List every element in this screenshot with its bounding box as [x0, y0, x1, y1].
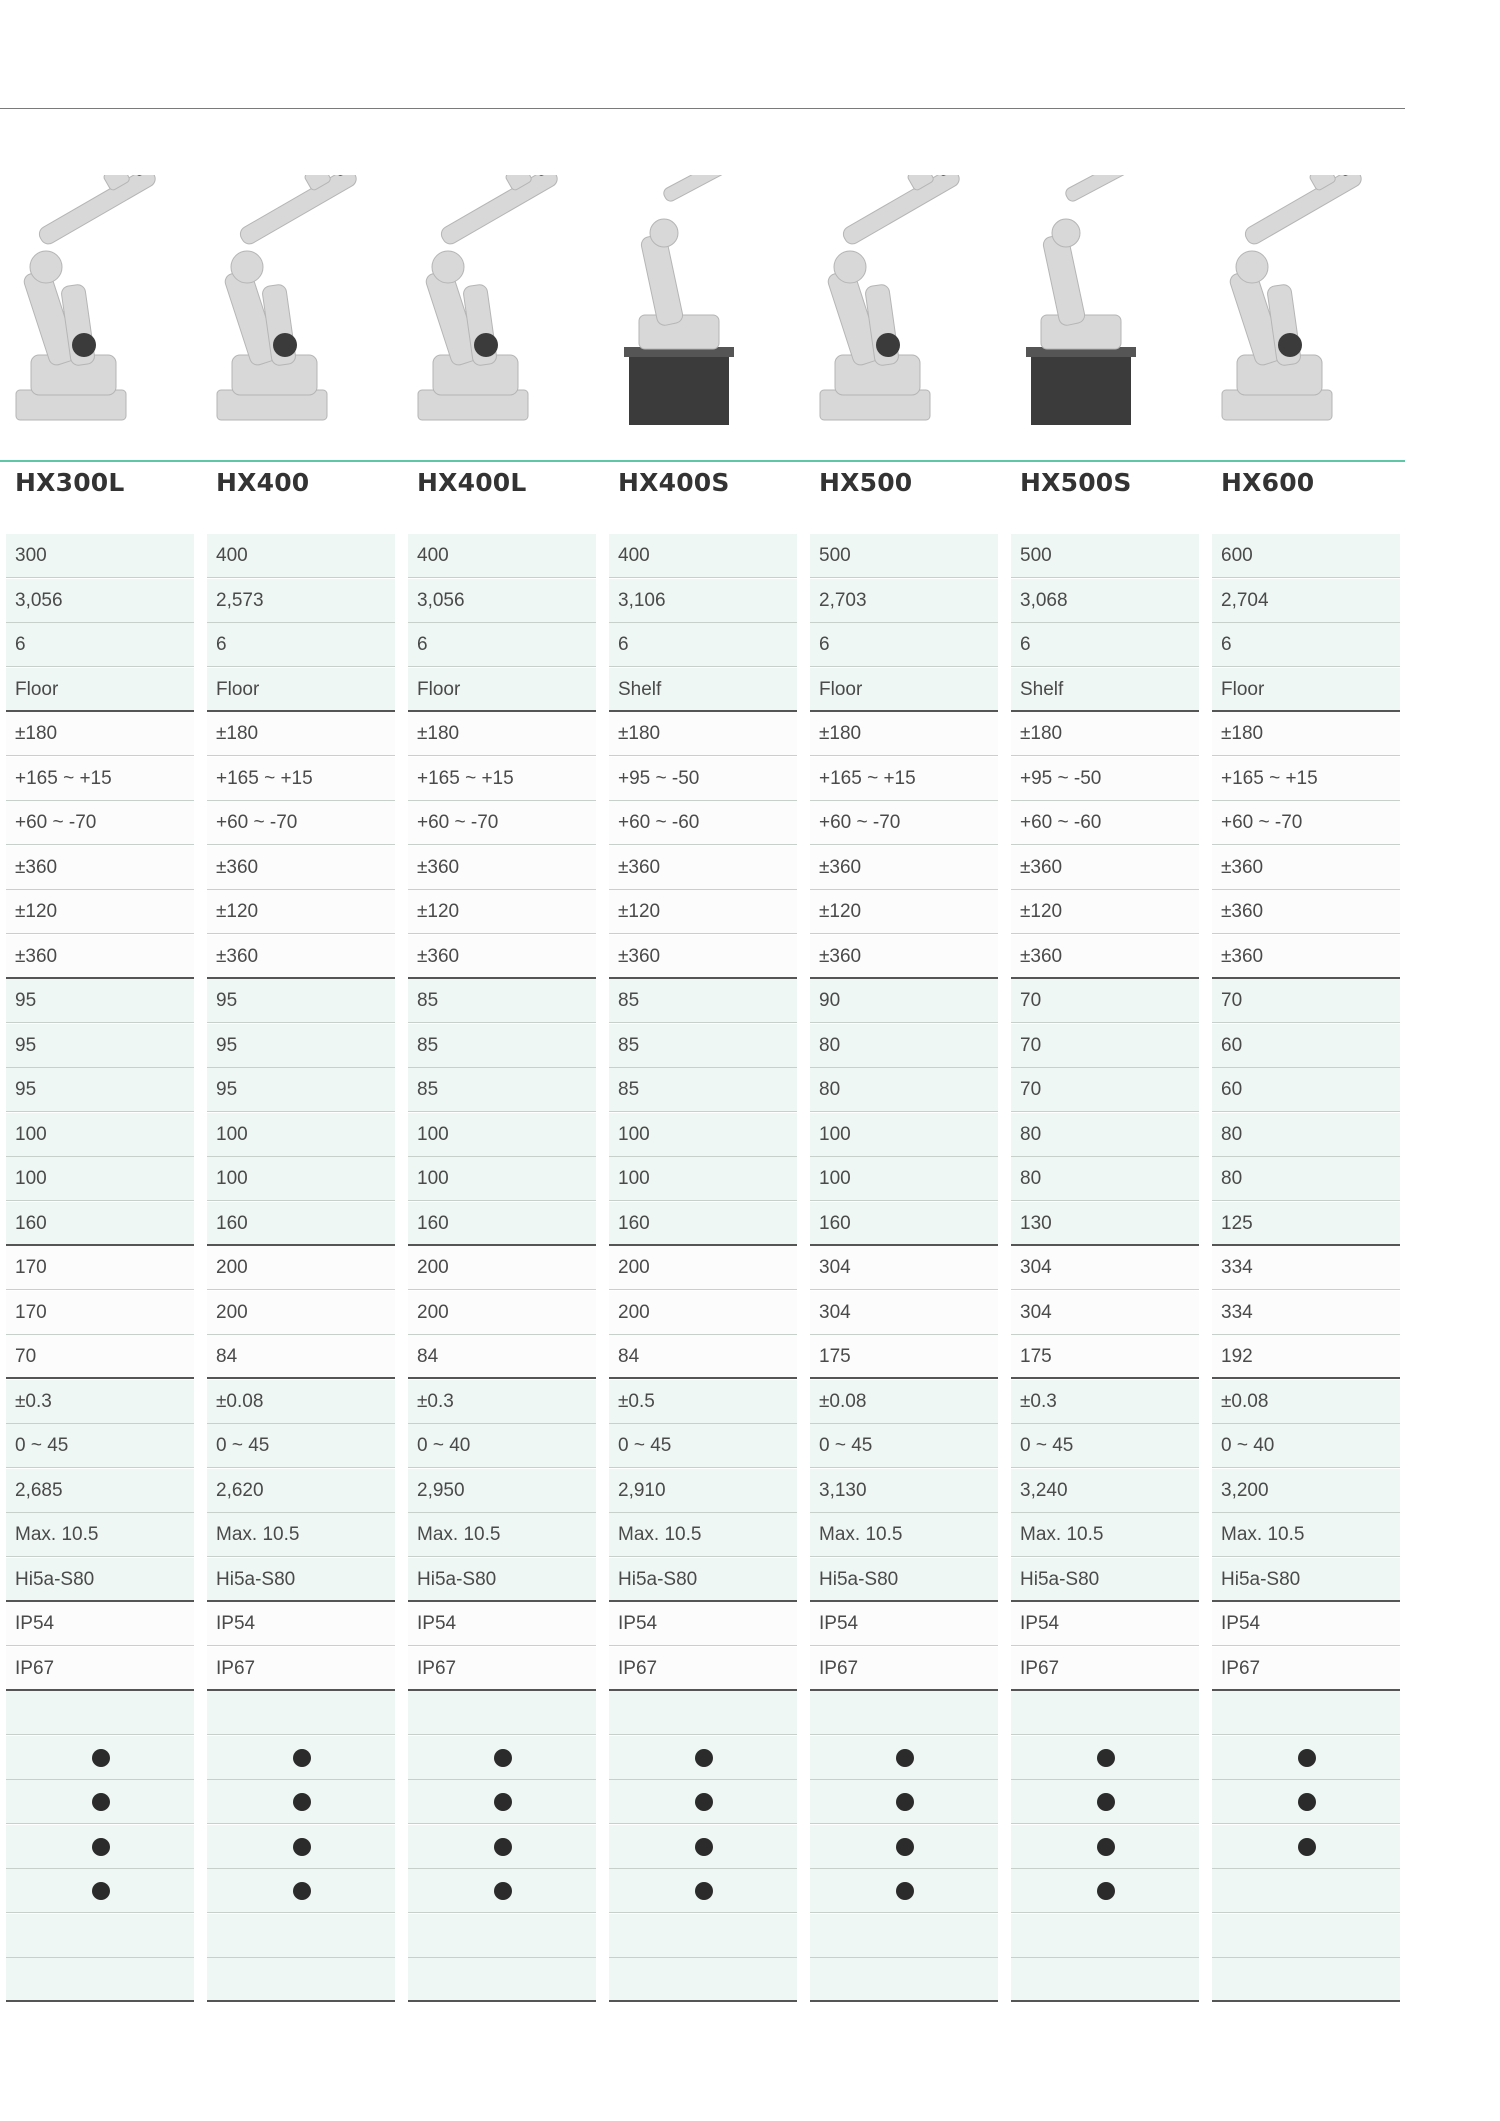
spec-cell: IP67 — [408, 1647, 596, 1691]
spec-cell: 70 — [1011, 979, 1199, 1023]
spec-cell: Hi5a-S80 — [810, 1558, 998, 1602]
option-cell — [408, 1958, 596, 2002]
option-cell — [1212, 1825, 1400, 1869]
option-cell — [1011, 1780, 1199, 1824]
option-cell — [207, 1869, 395, 1913]
model-name: HX500S — [1020, 468, 1132, 497]
option-cell — [609, 1869, 797, 1913]
robot-arm-floor-icon — [408, 175, 596, 435]
spec-cell: 3,200 — [1212, 1469, 1400, 1513]
option-cell — [1011, 1825, 1199, 1869]
spec-cell: 304 — [810, 1246, 998, 1290]
spec-cell: 3,240 — [1011, 1469, 1199, 1513]
spec-cell: 80 — [1011, 1113, 1199, 1157]
spec-cell: 400 — [207, 534, 395, 578]
spec-cell: 90 — [810, 979, 998, 1023]
option-cell — [207, 1691, 395, 1735]
spec-cell: ±0.08 — [810, 1380, 998, 1424]
spec-cell: Max. 10.5 — [1011, 1513, 1199, 1557]
bullet-dot-icon — [695, 1838, 713, 1856]
spec-cell: 100 — [810, 1113, 998, 1157]
spec-cell: 100 — [408, 1113, 596, 1157]
spec-cell: 100 — [408, 1157, 596, 1201]
bullet-dot-icon — [1298, 1793, 1316, 1811]
spec-cell: +165 ~ +15 — [6, 757, 194, 801]
spec-cell: ±180 — [408, 712, 596, 756]
option-cell — [6, 1691, 194, 1735]
spec-cell: 70 — [1011, 1068, 1199, 1112]
spec-cell: 100 — [6, 1157, 194, 1201]
spec-cell: Shelf — [1011, 668, 1199, 712]
bullet-dot-icon — [494, 1749, 512, 1767]
bullet-dot-icon — [1097, 1793, 1115, 1811]
spec-cell: 160 — [6, 1202, 194, 1246]
spec-cell: 2,703 — [810, 579, 998, 623]
option-cell — [207, 1914, 395, 1958]
spec-cell: Max. 10.5 — [6, 1513, 194, 1557]
option-cell — [1011, 1958, 1199, 2002]
spec-cell: 100 — [609, 1113, 797, 1157]
spec-cell: 6 — [1212, 623, 1400, 667]
spec-cell: ±120 — [609, 890, 797, 934]
option-cell — [6, 1914, 194, 1958]
spec-cell: 95 — [207, 979, 395, 1023]
spec-cell: Floor — [6, 668, 194, 712]
spec-cell: +60 ~ -60 — [1011, 801, 1199, 845]
spec-cell: ±0.08 — [207, 1380, 395, 1424]
spec-cell: Hi5a-S80 — [6, 1558, 194, 1602]
spec-cell: 3,056 — [408, 579, 596, 623]
spec-cell: 70 — [1212, 979, 1400, 1023]
spec-cell: ±360 — [609, 846, 797, 890]
spec-cell: 6 — [6, 623, 194, 667]
spec-cell: 85 — [408, 1024, 596, 1068]
spec-cell: Floor — [1212, 668, 1400, 712]
spec-cell: 400 — [609, 534, 797, 578]
spec-cell: 80 — [1212, 1113, 1400, 1157]
spec-cell: Hi5a-S80 — [1011, 1558, 1199, 1602]
spec-cell: 6 — [207, 623, 395, 667]
spec-cell: ±360 — [1212, 846, 1400, 890]
bullet-dot-icon — [896, 1882, 914, 1900]
option-cell — [6, 1825, 194, 1869]
option-cell — [1212, 1691, 1400, 1735]
spec-cell: IP54 — [1212, 1602, 1400, 1646]
spec-cell: 200 — [609, 1246, 797, 1290]
bullet-dot-icon — [695, 1793, 713, 1811]
spec-cell: 85 — [609, 1068, 797, 1112]
option-cell — [408, 1736, 596, 1780]
robot-arm-floor-icon — [1212, 175, 1400, 435]
spec-cell: 170 — [6, 1246, 194, 1290]
spec-cell: 60 — [1212, 1068, 1400, 1112]
spec-cell: 200 — [207, 1246, 395, 1290]
spec-cell: ±360 — [609, 935, 797, 979]
spec-cell: +165 ~ +15 — [1212, 757, 1400, 801]
spec-cell: 6 — [609, 623, 797, 667]
spec-cell: 500 — [810, 534, 998, 578]
spec-cell: Floor — [408, 668, 596, 712]
option-cell — [6, 1780, 194, 1824]
spec-cell: 6 — [1011, 623, 1199, 667]
robot-arm-floor-icon — [207, 175, 395, 435]
spec-cell: 2,950 — [408, 1469, 596, 1513]
spec-cell: 500 — [1011, 534, 1199, 578]
bullet-dot-icon — [1298, 1838, 1316, 1856]
spec-cell: ±180 — [609, 712, 797, 756]
model-name: HX400S — [618, 468, 730, 497]
spec-cell: 2,573 — [207, 579, 395, 623]
robot-arm-floor-icon — [810, 175, 998, 435]
bullet-dot-icon — [293, 1749, 311, 1767]
spec-cell: 80 — [1212, 1157, 1400, 1201]
spec-cell: ±360 — [6, 846, 194, 890]
spec-cell: ±360 — [1212, 935, 1400, 979]
spec-cell: 334 — [1212, 1246, 1400, 1290]
option-cell — [207, 1958, 395, 2002]
spec-cell: 160 — [810, 1202, 998, 1246]
option-cell — [408, 1825, 596, 1869]
spec-cell: +60 ~ -70 — [6, 801, 194, 845]
bullet-dot-icon — [494, 1838, 512, 1856]
spec-cell: Hi5a-S80 — [1212, 1558, 1400, 1602]
spec-cell: IP67 — [810, 1647, 998, 1691]
spec-cell: 3,106 — [609, 579, 797, 623]
spec-cell: 192 — [1212, 1335, 1400, 1379]
top-divider — [0, 108, 1405, 109]
spec-cell: ±180 — [6, 712, 194, 756]
option-cell — [810, 1869, 998, 1913]
bullet-dot-icon — [293, 1838, 311, 1856]
spec-cell: IP54 — [207, 1602, 395, 1646]
bullet-dot-icon — [1097, 1749, 1115, 1767]
spec-cell: +60 ~ -70 — [408, 801, 596, 845]
bullet-dot-icon — [92, 1882, 110, 1900]
robot-arm-floor-icon — [6, 175, 194, 435]
option-cell — [609, 1914, 797, 1958]
spec-cell: 100 — [207, 1113, 395, 1157]
spec-cell: 85 — [609, 1024, 797, 1068]
spec-cell: ±120 — [1011, 890, 1199, 934]
bullet-dot-icon — [695, 1749, 713, 1767]
spec-cell: 95 — [6, 1024, 194, 1068]
spec-cell: 85 — [609, 979, 797, 1023]
option-cell — [1212, 1736, 1400, 1780]
spec-cell: 170 — [6, 1291, 194, 1335]
spec-cell: ±0.3 — [1011, 1380, 1199, 1424]
spec-cell: 3,068 — [1011, 579, 1199, 623]
spec-cell: ±180 — [207, 712, 395, 756]
bullet-dot-icon — [695, 1882, 713, 1900]
spec-cell: ±360 — [1212, 890, 1400, 934]
spec-cell: 2,620 — [207, 1469, 395, 1513]
spec-cell: 200 — [408, 1291, 596, 1335]
spec-cell: 100 — [6, 1113, 194, 1157]
spec-cell: 60 — [1212, 1024, 1400, 1068]
spec-cell: 175 — [1011, 1335, 1199, 1379]
spec-cell: 0 ~ 45 — [1011, 1424, 1199, 1468]
spec-cell: 0 ~ 45 — [207, 1424, 395, 1468]
spec-cell: ±120 — [408, 890, 596, 934]
spec-cell: 130 — [1011, 1202, 1199, 1246]
spec-cell: 3,130 — [810, 1469, 998, 1513]
option-cell — [1011, 1869, 1199, 1913]
spec-cell: 84 — [207, 1335, 395, 1379]
spec-cell: 95 — [207, 1068, 395, 1112]
spec-cell: ±360 — [1011, 935, 1199, 979]
spec-cell: ±360 — [207, 846, 395, 890]
option-cell — [1011, 1691, 1199, 1735]
option-cell — [810, 1958, 998, 2002]
option-cell — [207, 1780, 395, 1824]
bullet-dot-icon — [92, 1793, 110, 1811]
option-cell — [6, 1958, 194, 2002]
spec-cell: 95 — [6, 979, 194, 1023]
spec-cell: 2,910 — [609, 1469, 797, 1513]
spec-cell: +95 ~ -50 — [609, 757, 797, 801]
option-cell — [408, 1869, 596, 1913]
spec-cell: 334 — [1212, 1291, 1400, 1335]
spec-cell: ±0.08 — [1212, 1380, 1400, 1424]
spec-cell: Max. 10.5 — [810, 1513, 998, 1557]
bullet-dot-icon — [92, 1749, 110, 1767]
spec-cell: 3,056 — [6, 579, 194, 623]
robot-arm-shelf-icon — [609, 175, 797, 435]
spec-cell: 80 — [810, 1068, 998, 1112]
spec-cell: 6 — [408, 623, 596, 667]
spec-cell: 400 — [408, 534, 596, 578]
option-cell — [609, 1780, 797, 1824]
spec-cell: 84 — [408, 1335, 596, 1379]
option-cell — [810, 1736, 998, 1780]
spec-cell: 200 — [609, 1291, 797, 1335]
option-cell — [207, 1825, 395, 1869]
spec-cell: IP67 — [207, 1647, 395, 1691]
spec-cell: 304 — [810, 1291, 998, 1335]
spec-cell: 70 — [1011, 1024, 1199, 1068]
spec-cell: 80 — [810, 1024, 998, 1068]
spec-cell: 6 — [810, 623, 998, 667]
bullet-dot-icon — [896, 1793, 914, 1811]
spec-cell: ±360 — [810, 935, 998, 979]
spec-cell: ±360 — [408, 846, 596, 890]
spec-cell: 85 — [408, 979, 596, 1023]
spec-cell: ±360 — [1011, 846, 1199, 890]
spec-cell: Shelf — [609, 668, 797, 712]
spec-cell: 304 — [1011, 1291, 1199, 1335]
spec-cell: IP54 — [408, 1602, 596, 1646]
spec-cell: +165 ~ +15 — [810, 757, 998, 801]
spec-cell: +60 ~ -70 — [810, 801, 998, 845]
bullet-dot-icon — [293, 1882, 311, 1900]
option-cell — [1011, 1736, 1199, 1780]
spec-cell: 70 — [6, 1335, 194, 1379]
bullet-dot-icon — [293, 1793, 311, 1811]
spec-cell: IP54 — [810, 1602, 998, 1646]
spec-cell: 200 — [408, 1246, 596, 1290]
spec-cell: ±0.5 — [609, 1380, 797, 1424]
spec-cell: 85 — [408, 1068, 596, 1112]
bullet-dot-icon — [494, 1882, 512, 1900]
spec-cell: 2,685 — [6, 1469, 194, 1513]
bullet-dot-icon — [896, 1838, 914, 1856]
option-cell — [810, 1825, 998, 1869]
option-cell — [1011, 1914, 1199, 1958]
spec-cell: Hi5a-S80 — [609, 1558, 797, 1602]
spec-cell: IP67 — [609, 1647, 797, 1691]
spec-cell: 0 ~ 40 — [408, 1424, 596, 1468]
spec-cell: Max. 10.5 — [1212, 1513, 1400, 1557]
bullet-dot-icon — [896, 1749, 914, 1767]
spec-cell: 0 ~ 40 — [1212, 1424, 1400, 1468]
spec-cell: IP54 — [1011, 1602, 1199, 1646]
spec-cell: IP67 — [6, 1647, 194, 1691]
spec-cell: ±180 — [1212, 712, 1400, 756]
bullet-dot-icon — [1298, 1749, 1316, 1767]
model-name: HX500 — [819, 468, 913, 497]
option-cell — [609, 1691, 797, 1735]
spec-cell: Hi5a-S80 — [408, 1558, 596, 1602]
spec-cell: Max. 10.5 — [408, 1513, 596, 1557]
spec-cell: Max. 10.5 — [609, 1513, 797, 1557]
spec-cell: 0 ~ 45 — [609, 1424, 797, 1468]
spec-cell: +165 ~ +15 — [408, 757, 596, 801]
spec-cell: ±0.3 — [6, 1380, 194, 1424]
spec-cell: Max. 10.5 — [207, 1513, 395, 1557]
spec-cell: ±120 — [6, 890, 194, 934]
bullet-dot-icon — [92, 1838, 110, 1856]
option-cell — [810, 1914, 998, 1958]
spec-cell: ±0.3 — [408, 1380, 596, 1424]
option-cell — [810, 1691, 998, 1735]
spec-cell: +60 ~ -60 — [609, 801, 797, 845]
robot-arm-shelf-icon — [1011, 175, 1199, 435]
spec-cell: 95 — [6, 1068, 194, 1112]
spec-cell: ±360 — [207, 935, 395, 979]
spec-cell: ±360 — [810, 846, 998, 890]
spec-cell: 95 — [207, 1024, 395, 1068]
option-cell — [1212, 1958, 1400, 2002]
spec-cell: +60 ~ -70 — [1212, 801, 1400, 845]
option-cell — [810, 1780, 998, 1824]
header-accent-divider — [0, 460, 1405, 462]
spec-cell: IP54 — [609, 1602, 797, 1646]
bullet-dot-icon — [494, 1793, 512, 1811]
spec-cell: ±180 — [1011, 712, 1199, 756]
spec-cell: ±360 — [6, 935, 194, 979]
model-name: HX300L — [15, 468, 125, 497]
spec-cell: Floor — [207, 668, 395, 712]
spec-cell: +95 ~ -50 — [1011, 757, 1199, 801]
spec-cell: 600 — [1212, 534, 1400, 578]
spec-cell: IP54 — [6, 1602, 194, 1646]
spec-cell: 2,704 — [1212, 579, 1400, 623]
option-cell — [408, 1914, 596, 1958]
spec-cell: +165 ~ +15 — [207, 757, 395, 801]
spec-cell: 0 ~ 45 — [810, 1424, 998, 1468]
spec-cell: ±120 — [207, 890, 395, 934]
spec-cell: 100 — [207, 1157, 395, 1201]
spec-cell: IP67 — [1212, 1647, 1400, 1691]
spec-cell: ±180 — [810, 712, 998, 756]
spec-cell: 160 — [609, 1202, 797, 1246]
spec-cell: 100 — [810, 1157, 998, 1201]
spec-cell: IP67 — [1011, 1647, 1199, 1691]
spec-cell: 80 — [1011, 1157, 1199, 1201]
spec-cell: 100 — [609, 1157, 797, 1201]
bullet-dot-icon — [1097, 1882, 1115, 1900]
spec-cell: 0 ~ 45 — [6, 1424, 194, 1468]
spec-cell: 84 — [609, 1335, 797, 1379]
spec-cell: ±120 — [810, 890, 998, 934]
option-cell — [207, 1736, 395, 1780]
spec-cell: 125 — [1212, 1202, 1400, 1246]
option-cell — [1212, 1780, 1400, 1824]
spec-cell: 300 — [6, 534, 194, 578]
spec-cell: Floor — [810, 668, 998, 712]
option-cell — [1212, 1869, 1400, 1913]
spec-cell: 175 — [810, 1335, 998, 1379]
option-cell — [408, 1691, 596, 1735]
model-name: HX400 — [216, 468, 310, 497]
spec-cell: ±360 — [408, 935, 596, 979]
option-cell — [609, 1958, 797, 2002]
spec-cell: 160 — [207, 1202, 395, 1246]
spec-cell: 200 — [207, 1291, 395, 1335]
option-cell — [6, 1869, 194, 1913]
option-cell — [1212, 1914, 1400, 1958]
option-cell — [408, 1780, 596, 1824]
spec-cell: 160 — [408, 1202, 596, 1246]
option-cell — [6, 1736, 194, 1780]
spec-cell: 304 — [1011, 1246, 1199, 1290]
spec-cell: +60 ~ -70 — [207, 801, 395, 845]
model-name: HX400L — [417, 468, 527, 497]
option-cell — [609, 1736, 797, 1780]
model-name: HX600 — [1221, 468, 1315, 497]
option-cell — [609, 1825, 797, 1869]
bullet-dot-icon — [1097, 1838, 1115, 1856]
spec-cell: Hi5a-S80 — [207, 1558, 395, 1602]
